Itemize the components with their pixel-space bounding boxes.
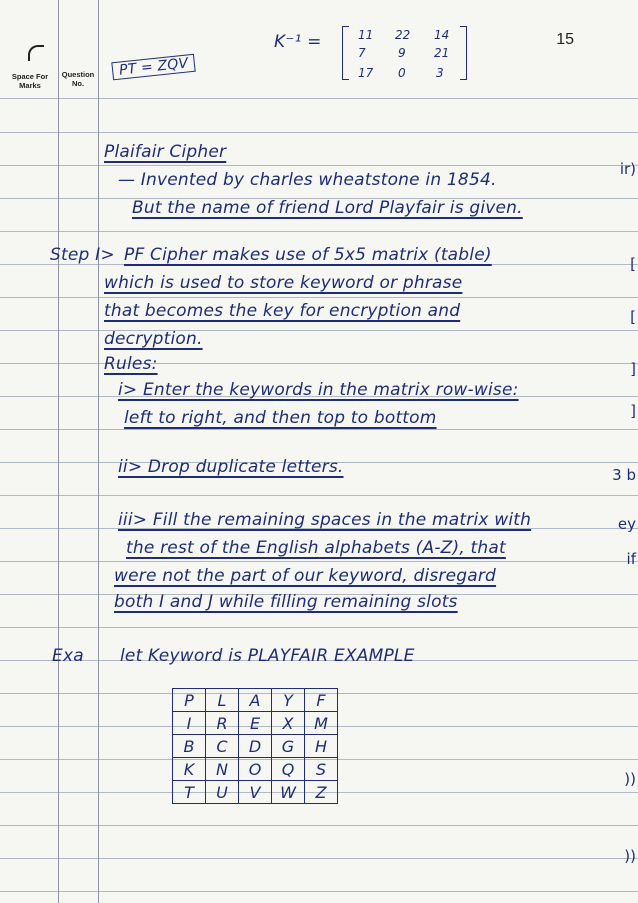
matrix-cell: 21 xyxy=(434,46,450,60)
side-mark: ] xyxy=(630,360,636,378)
matrix-letter: R xyxy=(206,712,239,735)
side-mark: 3 b xyxy=(612,466,636,484)
matrix-letter: Q xyxy=(272,758,305,781)
matrix-letter: C xyxy=(206,735,239,758)
matrix-letter: A xyxy=(239,689,272,712)
playfair-matrix xyxy=(172,688,338,804)
matrix-letter: O xyxy=(239,758,272,781)
side-mark: )) xyxy=(624,770,636,788)
matrix-letter: X xyxy=(272,712,305,735)
matrix-letter: M xyxy=(305,712,338,735)
matrix-row xyxy=(173,735,338,758)
side-mark: [ xyxy=(630,255,636,273)
matrix-letter: G xyxy=(272,735,305,758)
rule-3-line-2: the rest of the English alphabets (A-Z), that xyxy=(126,538,506,558)
step-line-1: PF Cipher makes use of 5x5 matrix (table) xyxy=(124,245,492,265)
side-mark: ey xyxy=(617,515,636,533)
side-mark: ir) xyxy=(619,160,636,178)
matrix-letter: W xyxy=(272,781,305,804)
notes-title: Plaifair Cipher xyxy=(104,142,227,162)
matrix-letter: B xyxy=(173,735,206,758)
matrix-letter: U xyxy=(206,781,239,804)
margin-line-question xyxy=(98,0,99,903)
rule-1-line-1: i> Enter the keywords in the matrix row-wise: xyxy=(118,380,519,400)
pt-equation: PT = ZQV xyxy=(111,54,196,81)
matrix-right-bracket xyxy=(460,26,467,80)
step-label: Step I> xyxy=(50,245,115,265)
matrix-cell: 0 xyxy=(398,66,406,80)
question-no-header: Question No. xyxy=(61,70,95,88)
step-line-4: decryption. xyxy=(104,329,203,349)
matrix-row xyxy=(173,781,338,804)
matrix-row xyxy=(173,689,338,712)
matrix-letter: S xyxy=(305,758,338,781)
matrix-letter: F xyxy=(305,689,338,712)
example-label: Exa xyxy=(52,646,84,666)
matrix-letter: T xyxy=(173,781,206,804)
side-mark: )) xyxy=(624,847,636,865)
rule-3-line-4: both I and J while filling remaining slots xyxy=(114,592,458,612)
matrix-left-bracket xyxy=(342,26,349,80)
matrix-cell: 11 xyxy=(358,28,374,42)
matrix-letter: E xyxy=(239,712,272,735)
notes-line-2: But the name of friend Lord Playfair is given. xyxy=(132,198,523,218)
matrix-cell: 14 xyxy=(434,28,450,42)
matrix-row xyxy=(173,712,338,735)
matrix-letter: H xyxy=(305,735,338,758)
page-number: 15 xyxy=(556,31,574,48)
matrix-letter: D xyxy=(239,735,272,758)
binder-hole-icon xyxy=(28,45,44,61)
rules-label: Rules: xyxy=(104,354,158,374)
matrix-letter: K xyxy=(173,758,206,781)
matrix-letter: P xyxy=(173,689,206,712)
k-inverse-label: K⁻¹ = xyxy=(274,32,322,52)
matrix-letter: I xyxy=(173,712,206,735)
matrix-letter: Z xyxy=(305,781,338,804)
rule-2: ii> Drop duplicate letters. xyxy=(118,457,344,477)
side-mark: if xyxy=(626,550,636,568)
rule-3-line-3: were not the part of our keyword, disregard xyxy=(114,566,497,586)
matrix-cell: 17 xyxy=(358,66,374,80)
side-mark: ] xyxy=(630,402,636,420)
margin-line-left xyxy=(58,0,59,903)
space-for-marks-header: Space For Marks xyxy=(11,72,49,90)
matrix-letter: V xyxy=(239,781,272,804)
matrix-row xyxy=(173,758,338,781)
rule-1-line-2: left to right, and then top to bottom xyxy=(124,408,437,428)
matrix-cell: 3 xyxy=(436,66,444,80)
matrix-letter: L xyxy=(206,689,239,712)
side-mark: [ xyxy=(630,308,636,326)
example-text: let Keyword is PLAYFAIR EXAMPLE xyxy=(120,646,415,666)
matrix-cell: 22 xyxy=(395,28,411,42)
step-line-3: that becomes the key for encryption and xyxy=(104,301,461,321)
step-line-2: which is used to store keyword or phrase xyxy=(104,273,463,293)
matrix-cell: 7 xyxy=(358,46,366,60)
matrix-letter: N xyxy=(206,758,239,781)
matrix-letter: Y xyxy=(272,689,305,712)
notes-line-1: — Invented by charles wheatstone in 1854. xyxy=(118,170,497,190)
matrix-cell: 9 xyxy=(398,46,406,60)
rule-3-line-1: iii> Fill the remaining spaces in the matrix with xyxy=(118,510,532,530)
